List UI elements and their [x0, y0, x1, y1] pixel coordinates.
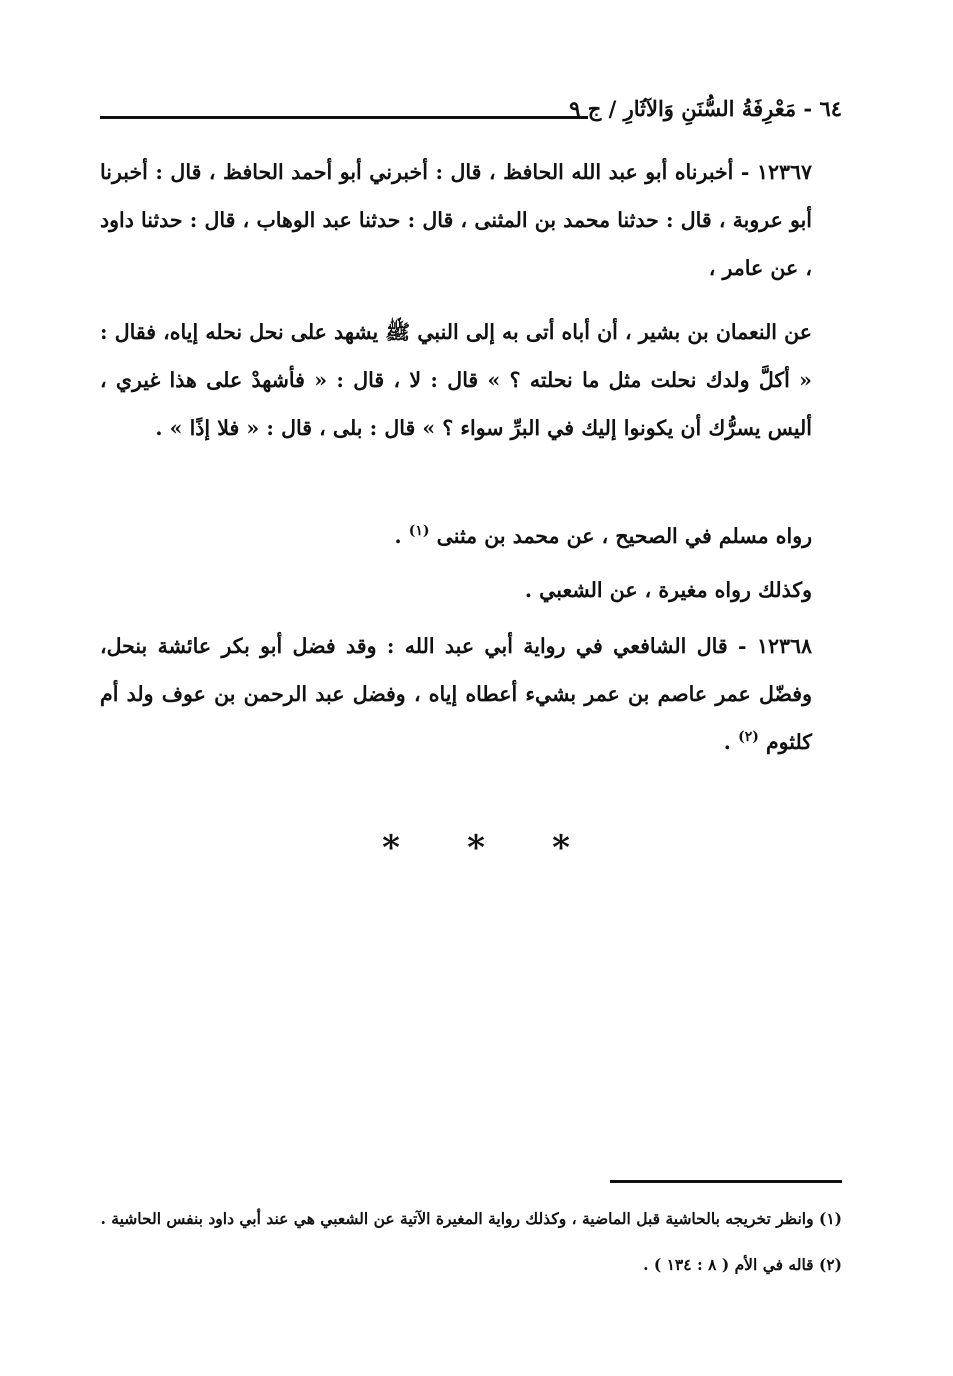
footnotes: [100, 1202, 842, 1294]
footnote-ref-2: (٢): [738, 729, 759, 746]
footnote-1: (١) وانظر تخريجه بالحاشية قبل الماضية ، وكذلك رواية المغيرة الآتية عن الشعبي هي عند أبي داود بنفس الحاشية .: [100, 1209, 842, 1228]
paragraph-text: رواه مسلم في الصحيح ، عن محمد بن مثنى: [436, 524, 812, 548]
asterisk: *: [382, 828, 400, 868]
asterisk: *: [467, 828, 485, 868]
running-title: ٦٤ - مَعْرِفَةُ السُّنَنِ وَالآثَارِ / ج ٩: [569, 96, 842, 121]
asterisk: *: [552, 828, 570, 868]
section-separator: [376, 830, 576, 866]
paragraph-text: عن النعمان بن بشير ، أن أباه أتى به إلى النبي ﷺ يشهد على نحل نحله إياه، فقال : « أكلَّ ولدك نحلت مثل ما نحلته ؟ » قال : لا ، قال : « فأشهدْ على هذا غيري ، أليس يسرُّك أن يكونوا إليك في البرِّ سواء ؟ » قال : بلى ، قال : « فلا إذًا » .: [100, 320, 812, 440]
paragraph-text: وكذلك رواه مغيرة ، عن الشعبي .: [524, 578, 812, 602]
takhrij-muslim: [100, 512, 842, 560]
sentence-end: .: [394, 524, 402, 548]
paragraph-text: ١٢٣٦٧ - أخبرناه أبو عبد الله الحافظ ، قال : أخبرني أبو أحمد الحافظ ، قال : أخبرنا أبو عروبة ، قال : حدثنا محمد بن المثنى ، قال : حدثنا عبد الوهاب ، قال : حدثنا داود ، عن عامر ،: [100, 160, 812, 280]
page-header: [100, 96, 842, 136]
hadith-12367-matn: [100, 308, 842, 452]
footnote-ref-1: (١): [408, 523, 430, 540]
footnote-rule: [610, 1180, 842, 1183]
header-rule: [100, 116, 588, 119]
sentence-end: .: [723, 730, 731, 754]
footnote-2: (٢) قاله في الأم ( ٨ : ١٣٤ ) .: [643, 1255, 842, 1274]
hadith-12367-isnad: [100, 148, 842, 292]
takhrij-mughira: [100, 566, 842, 614]
paragraph-text: ١٢٣٦٨ - قال الشافعي في رواية أبي عبد الله : وقد فضل أبو بكر عائشة بنحل، وفضّل عمر عاصم بن عمر بشيء أعطاه إياه ، وفضل عبد الرحمن بن عوف ولد أم كلثوم: [100, 634, 812, 754]
hadith-12368: [100, 622, 842, 766]
